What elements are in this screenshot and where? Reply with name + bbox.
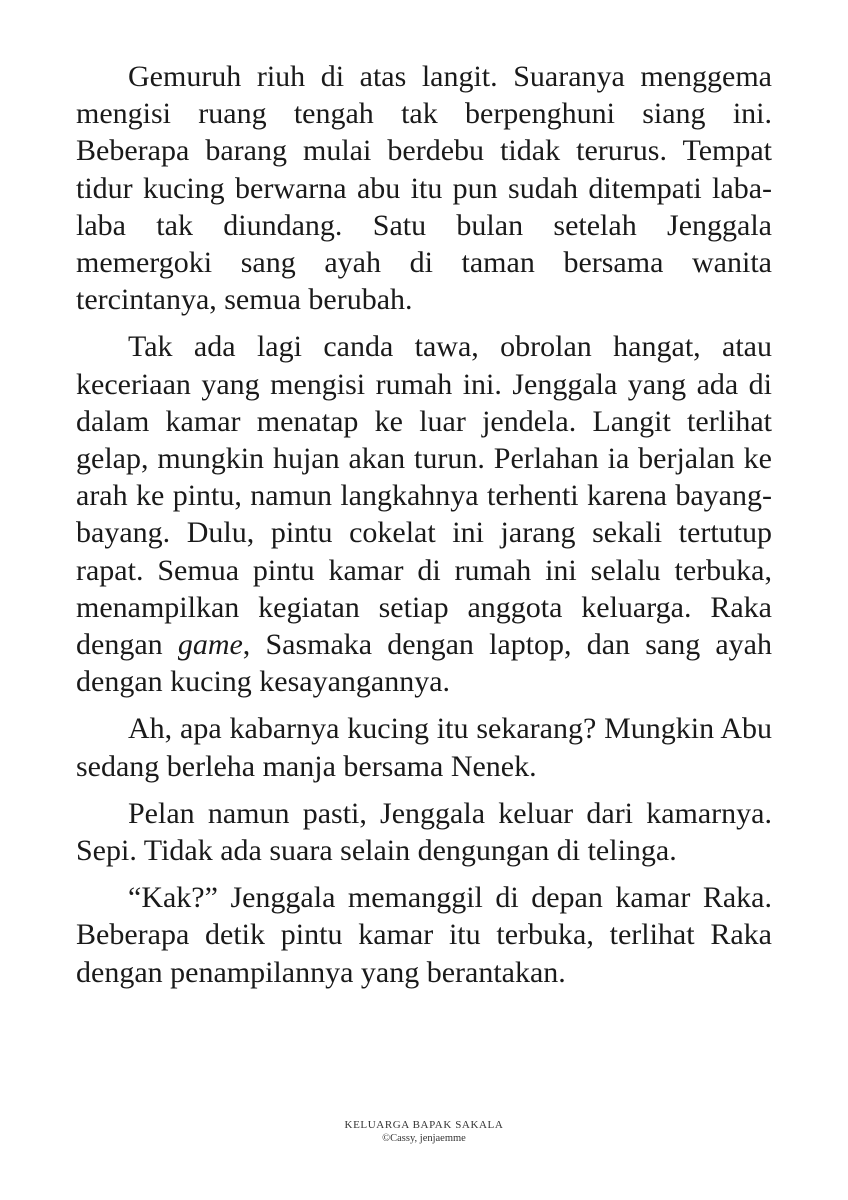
footer-credit: ©Cassy, jenjaemme [382, 1133, 466, 1144]
paragraph-1: Gemuruh riuh di atas langit. Suaranya menggema mengisi ruang tengah tak berpenghuni siang ini. Beberapa barang mulai berdebu tidak terurus. Tempat tidur kucing berwarna abu itu pun sudah ditempati laba-laba tak diundang. Satu bulan setelah Jenggala memergoki sang ayah di taman bersama wanita tercintanya, semua berubah. [76, 60, 772, 317]
paragraph-5: “Kak?” Jenggala memanggil di depan kamar Raka. Beberapa detik pintu kamar itu terbuka, terlihat Raka dengan penampilannya yang berantakan. [76, 881, 772, 989]
paragraph-4: Pelan namun pasti, Jenggala keluar dari kamarnya. Sepi. Tidak ada suara selain dengungan di telinga. [76, 796, 772, 868]
paragraph-2-tail-b: , Sasmaka dengan laptop, dan sang ayah dengan kucing kesayangannya. [76, 628, 772, 699]
page-footer [0, 1118, 848, 1146]
paragraph-2 [76, 328, 772, 700]
paragraph-2-text: Tak ada lagi canda tawa, obrolan hangat, atau keceriaan yang mengisi rumah ini. Jenggala yang ada di dalam kamar menatap ke luar jendela. Langit terlihat gelap, mungkin hujan akan turun. Perlahan ia berjalan ke arah ke pintu, namun langkahnya terhenti karena bayang-bayang. Dulu, pintu cokelat ini jarang sekali tertutup rapat. Semua pintu kamar di rumah ini selalu terbuka, menampilkan kegiatan setiap anggota keluarga. [76, 330, 772, 624]
paragraph-3: Ah, apa kabarnya kucing itu sekarang? Mungkin Abu sedang berleha manja bersama Nenek. [76, 712, 772, 783]
page-content [76, 58, 772, 1001]
paragraph-2-italic-word: game [177, 628, 243, 662]
paragraph-2-tail-a: Raka dengan [76, 590, 772, 662]
footer-book-title: KELUARGA BAPAK SAKALA [344, 1119, 504, 1131]
